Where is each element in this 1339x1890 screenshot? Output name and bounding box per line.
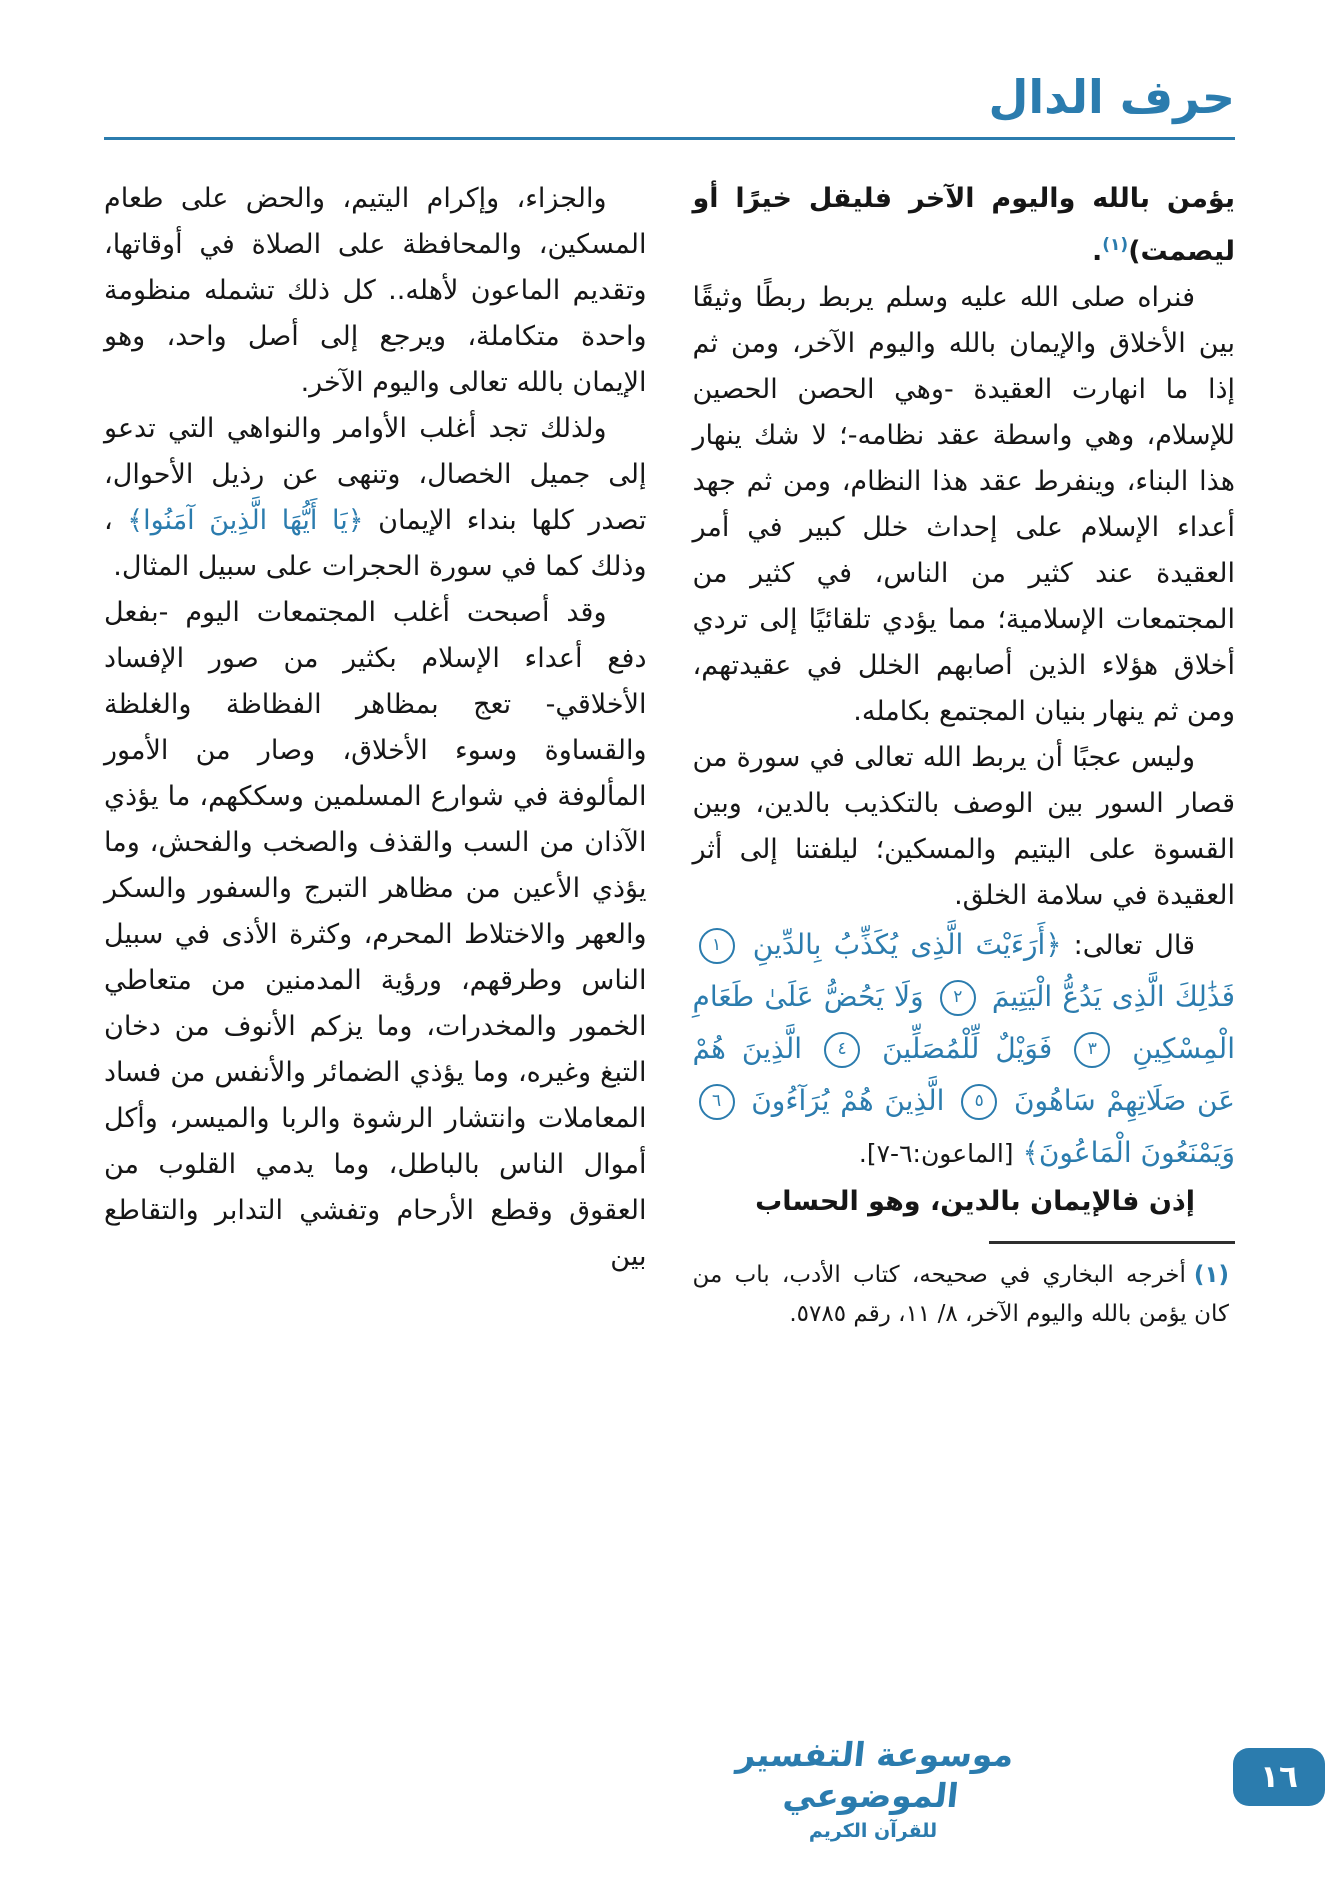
closing-line: إذن فالإيمان بالدين، وهو الحساب [755, 1185, 1195, 1217]
body-paragraph: والجزاء، وإكرام اليتيم، والحض على طعام المسكين، والمحافظة على الصلاة في أوقاتها، وتقديم الماعون لأهله.. كل ذلك تشمله منظومة واحدة متكاملة، ويرجع إلى أصل واحد، وهو الإيمان بالله تعالى واليوم الآخر. [104, 182, 647, 398]
quran-segment: ﴿أَرَءَيْتَ الَّذِى يُكَذِّبُ بِالدِّينِ [752, 927, 1062, 961]
ayah-number-icon: ٣ [1074, 1032, 1110, 1068]
quran-citation: [الماعون:٦-٧]. [858, 1138, 1014, 1168]
footnote-separator [989, 1241, 1235, 1244]
publisher-logo-subtitle: للقرآن الكريم [808, 1820, 938, 1842]
ayah-number-icon: ٤ [824, 1032, 860, 1068]
publisher-logo-title: موسوعة التفسير الموضوعي [734, 1734, 1016, 1815]
lead-paragraph [693, 176, 1236, 275]
quran-segment: الَّذِينَ هُمْ عَن صَلَاتِهِمْ سَاهُونَ [692, 1031, 1236, 1117]
ayah-number-icon: ١ [699, 928, 735, 964]
footnote-ref-marker: (١) [1102, 234, 1129, 255]
quran-intro: قال تعالى: [1073, 929, 1195, 961]
footnote [693, 1256, 1236, 1334]
quran-segment: فَذَٰلِكَ الَّذِى يَدُعُّ الْيَتِيمَ [991, 979, 1235, 1013]
ayah-number-icon: ٦ [699, 1084, 735, 1120]
quran-segment: فَوَيْلٌ لِّلْمُصَلِّينَ [882, 1031, 1053, 1065]
footnote-text: أخرجه البخاري في صحيحه، كتاب الأدب، باب من كان يؤمن بالله واليوم الآخر، ٨/ ١١، رقم ٥٧٨٥. [692, 1261, 1229, 1327]
lead-bold-text: يؤمن بالله واليوم الآخر فليقل خيرًا أو ليصمت) [692, 182, 1235, 267]
header-rule [104, 137, 1235, 140]
quran-inline-quote: ﴿يَا أَيُّهَا الَّذِينَ آمَنُوا﴾ [127, 504, 364, 536]
quran-segment: وَيَمْنَعُونَ الْمَاعُونَ﴾ [1022, 1135, 1235, 1169]
paragraph-text: ولذلك تجد أغلب الأوامر والنواهي التي تدعو إلى جميل الخصال، وتنهى عن رذيل الأحوال، تصدر كلها بنداء الإيمان [104, 412, 647, 536]
footnote-number: (١) [1193, 1261, 1229, 1288]
publisher-logo [723, 1734, 1023, 1843]
body-paragraph [104, 406, 647, 590]
quran-verse [693, 928, 1236, 1169]
quran-segment: وَلَا يَحُضُّ عَلَىٰ طَعَامِ الْمِسْكِينِ [692, 979, 1235, 1065]
body-paragraph: وليس عجبًا أن يربط الله تعالى في سورة من قصار السور بين الوصف بالتكذيب بالدين، وبين القسوة على اليتيم والمسكين؛ ليلفتنا إلى أثر العقيدة في سلامة الخلق. [692, 741, 1235, 911]
lead-tail: . [1091, 235, 1103, 267]
body-paragraph: فنراه صلى الله عليه وسلم يربط ربطًا وثيقًا بين الأخلاق والإيمان بالله واليوم الآخر، ومن ثم إذا ما انهارت العقيدة -وهي الحصن الحصين للإسلام، وهي واسطة عقد نظامه-؛ لا شك ينهار هذا البناء، وينفرط عقد هذا النظام، ومن ثم جهد أعداء الإسلام على إحداث خلل كبير في أمر العقيدة عند كثير من الناس، في كثير من المجتمعات الإسلامية؛ مما يؤدي تلقائيًا إلى تردي أخلاق هؤلاء الذين أصابهم الخلل في عقيدتهم، ومن ثم ينهار بنيان المجتمع بكامله. [692, 281, 1235, 727]
two-column-text [104, 176, 1235, 1334]
body-paragraph: وقد أصبحت أغلب المجتمعات اليوم -بفعل دفع أعداء الإسلام بكثير من صور الإفساد الأخلاقي- تعج بمظاهر الفظاظة والغلظة والقساوة وسوء الأخلاق، وصار من الأمور المألوفة في شوارع المسلمين وسككهم، ما يؤذي الآذان من السب والقذف والصخب والفحش، وما يؤذي الأعين من مظاهر التبرج والسفور والسكر والعهر والاختلاط المحرم، وكثرة الأذى في سبيل الناس وطرقهم، ورؤية المدمنين من متعاطي الخمور والمخدرات، وما يزكم الأنوف من دخان التبغ وغيره، وما يؤذي الضمائر والأنفس من فساد المعاملات وانتشار الرشوة والربا والميسر، وأكل أموال الناس بالباطل، وما يدمي القلوب من العقوق وقطع الأرحام وتفشي التدابر والتقاطع بين [104, 596, 647, 1272]
left-column [104, 176, 647, 1280]
chapter-title: حرف الدال [988, 70, 1235, 124]
quran-segment: الَّذِينَ هُمْ يُرَآءُونَ [751, 1083, 945, 1117]
quran-paragraph [693, 919, 1236, 1179]
right-column [693, 176, 1236, 1334]
page-number-badge: ١٦ [1233, 1748, 1325, 1806]
ayah-number-icon: ٥ [961, 1084, 997, 1120]
ayah-number-icon: ٢ [940, 980, 976, 1016]
paragraph-text: ، وذلك كما في سورة الحجرات على سبيل المثال. [104, 504, 647, 582]
